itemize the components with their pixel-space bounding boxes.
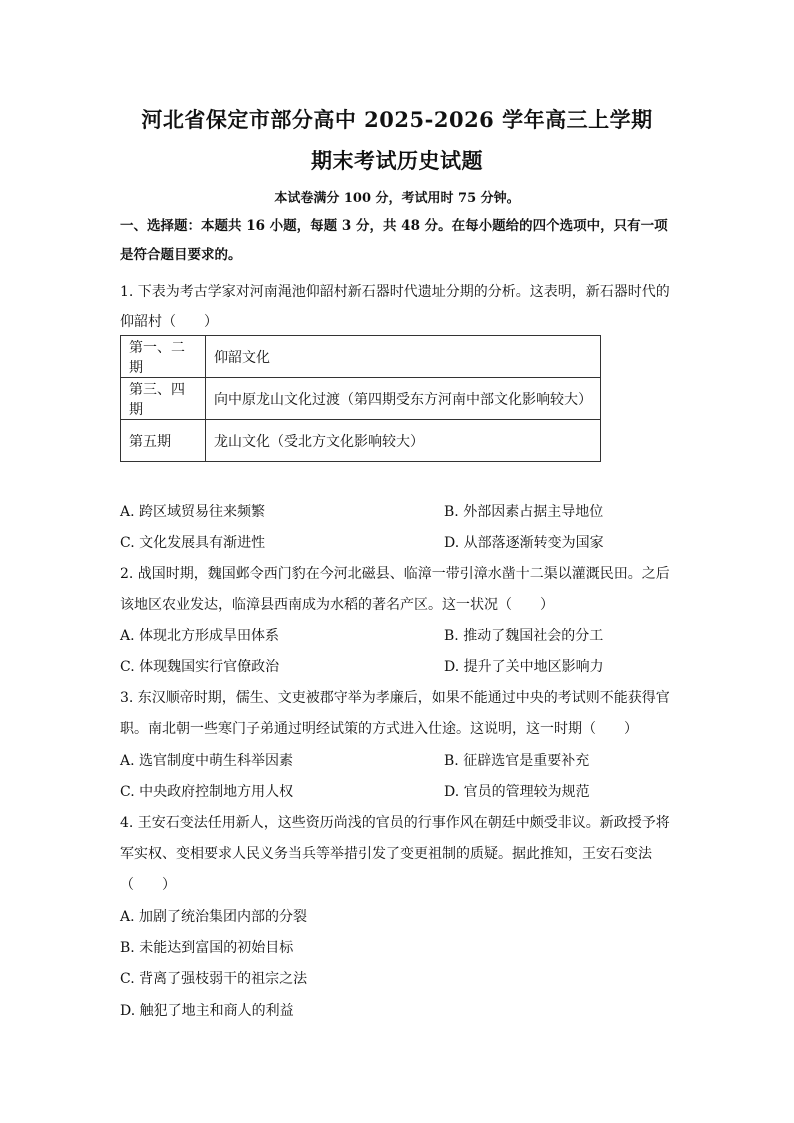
table-cell: 第一、二期 (121, 336, 206, 378)
question-4-stem: 4. 王安石变法任用新人，这些资历尚浅的官员的行事作风在朝廷中颇受非议。新政授予将 (120, 815, 670, 831)
question-4-stem: 军实权、变相要求人民义务当兵等举措引发了变更祖制的质疑。据此推知，王安石变法 (120, 846, 652, 862)
question-4-option-c: C. 背离了强枝弱干的祖宗之法 (120, 971, 308, 987)
exam-note: 本试卷满分 100 分，考试用时 75 分钟。 (274, 191, 520, 206)
question-2-option-a: A. 体现北方形成旱田体系 (120, 628, 280, 644)
question-3-option-c: C. 中央政府控制地方用人权 (120, 784, 294, 800)
table-cell: 第三、四期 (121, 378, 206, 420)
exam-title-line2: 期末考试历史试题 (311, 148, 483, 173)
question-1-stem: 仰韶村（ ） (120, 314, 218, 330)
question-1-stem: 1. 下表为考古学家对河南渑池仰韶村新石器时代遗址分期的分析。这表明，新石器时代的 (120, 284, 670, 300)
table-cell: 第五期 (121, 420, 206, 462)
table-row (121, 336, 601, 378)
question-4-option-b: B. 未能达到富国的初始目标 (120, 940, 294, 956)
question-1-option-d: D. 从部落逐渐转变为国家 (444, 535, 604, 551)
question-2-option-b: B. 推动了魏国社会的分工 (444, 628, 604, 644)
question-2-stem: 2. 战国时期，魏国邺令西门豹在今河北磁县、临漳一带引漳水凿十二渠以灌溉民田。之后 (120, 566, 670, 582)
question-3-option-d: D. 官员的管理较为规范 (444, 784, 590, 800)
question-4-stem: （ ） (120, 877, 176, 893)
question-1-table (120, 335, 601, 462)
question-2-option-d: D. 提升了关中地区影响力 (444, 659, 604, 675)
table-cell: 仰韶文化 (206, 336, 601, 378)
question-1-option-b: B. 外部因素占据主导地位 (444, 504, 604, 520)
question-4-option-a: A. 加剧了统治集团内部的分裂 (120, 909, 308, 925)
question-3-stem: 3. 东汉顺帝时期，儒生、文吏被郡守举为孝廉后，如果不能通过中央的考试则不能获得官 (120, 690, 670, 706)
question-1-option-c: C. 文化发展具有渐进性 (120, 535, 266, 551)
table-cell: 龙山文化（受北方文化影响较大） (206, 420, 601, 462)
question-2-stem: 该地区农业发达，临漳县西南成为水稻的著名产区。这一状况（ ） (120, 597, 554, 613)
question-3-option-a: A. 选官制度中萌生科举因素 (120, 753, 294, 769)
question-2-option-c: C. 体现魏国实行官僚政治 (120, 659, 280, 675)
table-cell: 向中原龙山文化过渡（第四期受东方河南中部文化影响较大） (206, 378, 601, 420)
question-3-option-b: B. 征辟选官是重要补充 (444, 753, 590, 769)
table-row (121, 420, 601, 462)
exam-title-line1: 河北省保定市部分高中 2025-2026 学年高三上学期 (141, 107, 653, 132)
table-row (121, 378, 601, 420)
section-instructions (120, 212, 670, 270)
section-line: 是符合题目要求的。 (120, 247, 242, 263)
section-line: 一、选择题：本题共 16 小题，每题 3 分，共 48 分。在每小题给的四个选项中，只有一项 (120, 218, 668, 234)
question-1-option-a: A. 跨区域贸易往来频繁 (120, 504, 266, 520)
question-3-stem: 职。南北朝一些寒门子弟通过明经试策的方式进入仕途。这说明，这一时期（ ） (120, 721, 638, 737)
question-4-option-d: D. 触犯了地主和商人的利益 (120, 1003, 294, 1019)
